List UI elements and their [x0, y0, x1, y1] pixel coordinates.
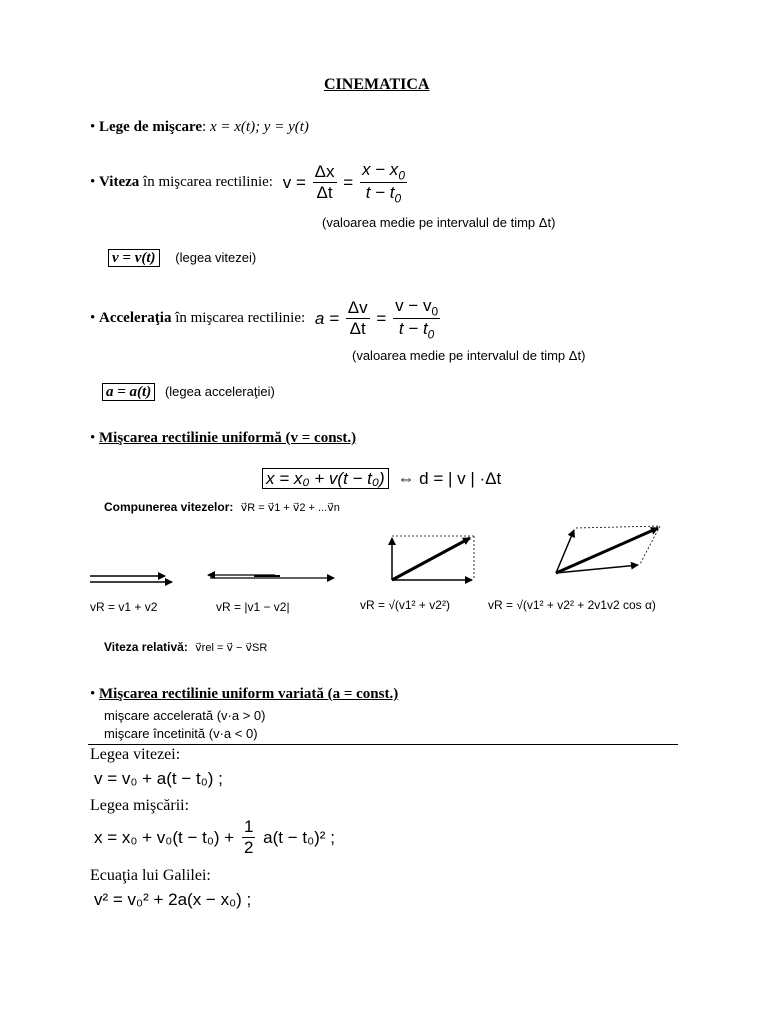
motion-law-formula: x = x(t); y = y(t)	[209, 119, 309, 135]
motion-law-formula-b: a(t − t₀)² ;	[263, 827, 335, 847]
section-motion-law	[90, 119, 309, 136]
section-uniform	[90, 430, 356, 447]
denominator: Δt	[346, 318, 370, 339]
uniform-formula	[262, 469, 501, 489]
relative-formula: v⃗rel = v⃗ − v⃗SR	[195, 642, 268, 654]
acceleration-fraction-1	[346, 298, 370, 339]
bullet: •	[90, 119, 96, 135]
uniform-formula-rest: ⇔ d = | v | ·Δt	[397, 469, 502, 488]
velocity-label: Viteza	[99, 174, 140, 191]
acceleration-law-note: (legea acceleraţiei)	[164, 384, 275, 399]
section-acceleration	[90, 296, 443, 342]
denominator: 2	[243, 838, 254, 857]
denominator: Δt	[313, 182, 337, 203]
composition-formula: v⃗R = v⃗1 + v⃗2 + ...v⃗n	[240, 502, 340, 514]
numerator: Δx	[314, 162, 335, 182]
case-parallel: vR = v1 + v2	[90, 600, 158, 614]
equals: =	[343, 172, 354, 192]
relative-label: Viteza relativă:	[104, 640, 188, 654]
velocity-note: (valoarea medie pe intervalul de timp Δt)	[322, 215, 556, 230]
numerator: v − v	[395, 296, 432, 315]
accelerated-motion: mişcare accelerată (v·a > 0)	[104, 708, 266, 723]
uniform-heading: Mişcarea rectilinie uniformă (v = const.)	[99, 430, 357, 446]
velocity-law-note: (legea vitezei)	[175, 250, 257, 265]
decelerated-motion: mişcare încetinită (v·a < 0)	[104, 726, 258, 741]
relative-velocity	[104, 640, 267, 654]
subscript: 0	[398, 168, 405, 183]
acceleration-fraction-2	[393, 296, 440, 342]
velocity-fraction-1	[313, 162, 337, 203]
diagram-perpendicular	[392, 536, 474, 580]
acceleration-law-box: a = a(t)	[102, 383, 155, 401]
divider	[88, 744, 678, 745]
page-title: CINEMATICA	[324, 76, 430, 93]
section-velocity	[90, 160, 410, 206]
vector-diagrams	[0, 520, 768, 590]
galilei-formula: v² = v₀² + 2a(x − x₀) ;	[94, 890, 252, 909]
velocity-fraction-2	[360, 160, 407, 206]
numerator: Δv	[347, 298, 368, 318]
subscript: 0	[427, 327, 435, 342]
galilei-title: Ecuaţia lui Galilei:	[90, 867, 211, 884]
bullet: •	[90, 174, 96, 191]
bullet: •	[90, 430, 96, 446]
denominator: t − t	[398, 319, 428, 339]
acceleration-label-rest: în mişcarea rectilinie:	[171, 310, 306, 327]
motion-law-title: Legea mişcării:	[90, 797, 190, 814]
subscript: 0	[431, 304, 439, 319]
diagram-angle	[556, 526, 660, 573]
velocity-label-rest: în mişcarea rectilinie:	[139, 174, 273, 191]
motion-law-label: Lege de mişcare	[99, 119, 203, 135]
equals: =	[376, 308, 387, 328]
velocity-law-box: v = v(t)	[108, 249, 160, 267]
denominator: t − t	[365, 183, 395, 203]
case-angle: vR = √(v1² + v2² + 2v1v2 cos α)	[488, 598, 656, 612]
bullet: •	[90, 686, 96, 702]
case-perpendicular: vR = √(v1² + v2²)	[360, 598, 450, 612]
uniform-formula-box: x = x₀ + v(t − t₀)	[262, 468, 389, 489]
velocity-law-title: Legea vitezei:	[90, 746, 181, 763]
composition-line	[104, 500, 340, 514]
acceleration-label: Acceleraţia	[99, 310, 172, 327]
motion-law-formula-a: x = x₀ + v₀(t − t₀) +	[94, 827, 235, 847]
motion-law-full	[94, 817, 335, 858]
numerator: x − x	[361, 160, 399, 179]
acceleration-law	[102, 384, 275, 401]
velocity-law	[108, 250, 256, 267]
numerator: 1	[243, 817, 254, 836]
bullet: •	[90, 310, 96, 327]
diagram-antiparallel	[208, 575, 334, 578]
section-uniform-varied	[90, 686, 398, 703]
uniform-varied-heading: Mişcarea rectilinie uniform variată (a = const.)	[99, 686, 399, 702]
acceleration-equals: a =	[314, 308, 340, 328]
composition-label: Compunerea vitezelor:	[104, 500, 234, 514]
case-antiparallel: vR = |v1 − v2|	[216, 600, 290, 614]
velocity-equals: v =	[282, 172, 306, 192]
diagram-parallel	[90, 576, 172, 582]
half-fraction	[242, 817, 255, 858]
velocity-law-formula: v = v₀ + a(t − t₀) ;	[94, 769, 223, 788]
subscript: 0	[394, 191, 402, 206]
colon: :	[202, 119, 207, 135]
acceleration-note: (valoarea medie pe intervalul de timp Δt)	[352, 348, 586, 363]
